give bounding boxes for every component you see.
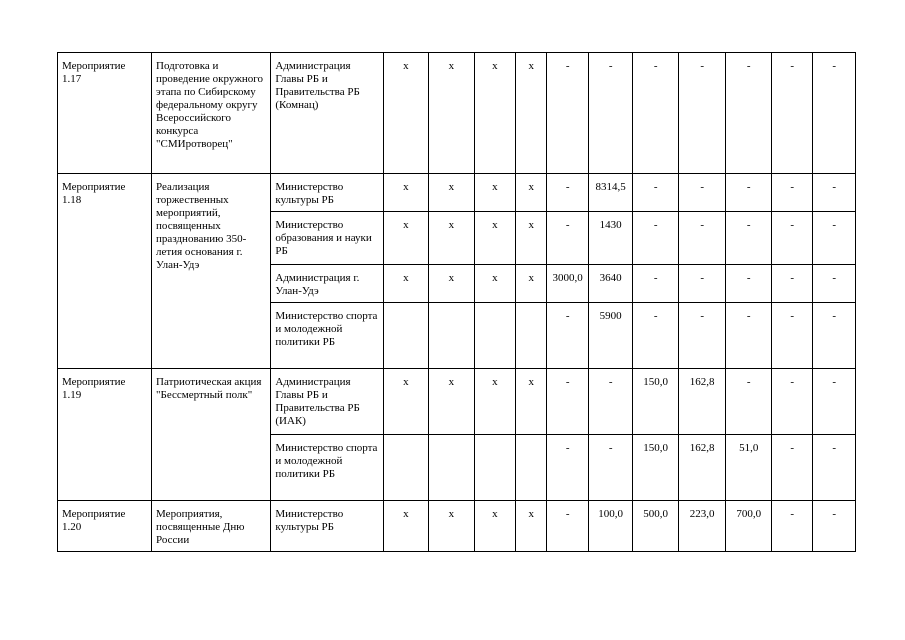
value-cell: x	[474, 265, 515, 303]
value-cell: -	[771, 174, 812, 212]
value-cell: -	[633, 265, 679, 303]
value-cell: -	[771, 303, 812, 369]
value-cell: x	[516, 265, 547, 303]
value-cell: 162,8	[678, 435, 726, 501]
value-cell: 3000,0	[547, 265, 588, 303]
value-cell: -	[813, 53, 856, 174]
value-cell: -	[771, 501, 812, 552]
responsible-organization-cell: Администрация г. Улан-Удэ	[271, 265, 383, 303]
value-cell: -	[813, 435, 856, 501]
value-cell	[474, 303, 515, 369]
value-cell: -	[547, 369, 588, 435]
value-cell: 8314,5	[588, 174, 633, 212]
value-cell: -	[726, 212, 772, 265]
value-cell: -	[633, 212, 679, 265]
value-cell: x	[474, 174, 515, 212]
value-cell: -	[726, 303, 772, 369]
value-cell: -	[633, 174, 679, 212]
value-cell: x	[429, 212, 475, 265]
value-cell: 1430	[588, 212, 633, 265]
value-cell: x	[516, 212, 547, 265]
value-cell: 500,0	[633, 501, 679, 552]
value-cell: -	[813, 501, 856, 552]
value-cell: 5900	[588, 303, 633, 369]
value-cell: x	[383, 369, 429, 435]
table-row	[58, 501, 856, 552]
value-cell: x	[516, 174, 547, 212]
value-cell: -	[678, 303, 726, 369]
value-cell: x	[383, 212, 429, 265]
value-cell: x	[429, 501, 475, 552]
value-cell: -	[726, 369, 772, 435]
value-cell: -	[813, 174, 856, 212]
value-cell: -	[678, 265, 726, 303]
responsible-organization-cell: Администрация Главы РБ и Правительства РБ (Комнац)	[271, 53, 383, 174]
value-cell: -	[588, 53, 633, 174]
value-cell	[429, 303, 475, 369]
value-cell: x	[474, 369, 515, 435]
responsible-organization-cell: Администрация Главы РБ и Правительства РБ (ИАК)	[271, 369, 383, 435]
value-cell: -	[771, 53, 812, 174]
value-cell: -	[547, 53, 588, 174]
value-cell: 700,0	[726, 501, 772, 552]
value-cell	[383, 303, 429, 369]
value-cell: 3640	[588, 265, 633, 303]
program-table	[57, 52, 856, 552]
value-cell: 100,0	[588, 501, 633, 552]
value-cell	[474, 435, 515, 501]
value-cell: -	[771, 435, 812, 501]
event-number-cell: Мероприятие 1.19	[58, 369, 152, 501]
responsible-organization-cell: Министерство культуры РБ	[271, 174, 383, 212]
value-cell: x	[429, 369, 475, 435]
value-cell: -	[588, 369, 633, 435]
value-cell: -	[771, 265, 812, 303]
value-cell: x	[429, 174, 475, 212]
value-cell	[429, 435, 475, 501]
value-cell: x	[474, 501, 515, 552]
value-cell: x	[516, 53, 547, 174]
responsible-organization-cell: Министерство спорта и молодежной политики РБ	[271, 435, 383, 501]
event-description-cell: Подготовка и проведение окружного этапа по Сибирскому федеральному округу Всероссийского конкурса "СМИротворец"	[152, 53, 271, 174]
value-cell: 162,8	[678, 369, 726, 435]
value-cell: x	[516, 369, 547, 435]
value-cell: -	[813, 369, 856, 435]
value-cell: x	[474, 53, 515, 174]
event-number-cell: Мероприятие 1.18	[58, 174, 152, 369]
value-cell: -	[813, 303, 856, 369]
value-cell: -	[813, 265, 856, 303]
value-cell: -	[726, 174, 772, 212]
event-description-cell: Патриотическая акция "Бессмертный полк"	[152, 369, 271, 501]
value-cell: -	[547, 174, 588, 212]
value-cell: -	[726, 53, 772, 174]
value-cell	[516, 303, 547, 369]
value-cell: x	[383, 53, 429, 174]
value-cell: -	[726, 265, 772, 303]
value-cell: -	[771, 369, 812, 435]
value-cell: x	[474, 212, 515, 265]
event-number-cell: Мероприятие 1.20	[58, 501, 152, 552]
table-body	[58, 53, 856, 552]
value-cell: -	[678, 174, 726, 212]
value-cell: -	[813, 212, 856, 265]
value-cell: -	[633, 53, 679, 174]
responsible-organization-cell: Министерство спорта и молодежной политики РБ	[271, 303, 383, 369]
value-cell: 150,0	[633, 369, 679, 435]
value-cell: -	[588, 435, 633, 501]
value-cell: -	[633, 303, 679, 369]
value-cell: x	[516, 501, 547, 552]
value-cell: -	[771, 212, 812, 265]
event-description-cell: Мероприятия, посвященные Дню России	[152, 501, 271, 552]
value-cell: 150,0	[633, 435, 679, 501]
event-description-cell: Реализация торжественных мероприятий, посвященных празднованию 350-летия основания г. Улан-Удэ	[152, 174, 271, 369]
value-cell	[383, 435, 429, 501]
value-cell: -	[547, 501, 588, 552]
value-cell: -	[547, 435, 588, 501]
table-row	[58, 53, 856, 174]
value-cell: x	[383, 501, 429, 552]
table-row	[58, 174, 856, 212]
responsible-organization-cell: Министерство культуры РБ	[271, 501, 383, 552]
value-cell: -	[678, 53, 726, 174]
value-cell: x	[383, 174, 429, 212]
responsible-organization-cell: Министерство образования и науки РБ	[271, 212, 383, 265]
value-cell: -	[547, 212, 588, 265]
value-cell: 223,0	[678, 501, 726, 552]
value-cell: x	[383, 265, 429, 303]
value-cell: -	[678, 212, 726, 265]
value-cell: -	[547, 303, 588, 369]
value-cell	[516, 435, 547, 501]
table-row	[58, 369, 856, 435]
value-cell: x	[429, 53, 475, 174]
event-number-cell: Мероприятие 1.17	[58, 53, 152, 174]
value-cell: x	[429, 265, 475, 303]
value-cell: 51,0	[726, 435, 772, 501]
